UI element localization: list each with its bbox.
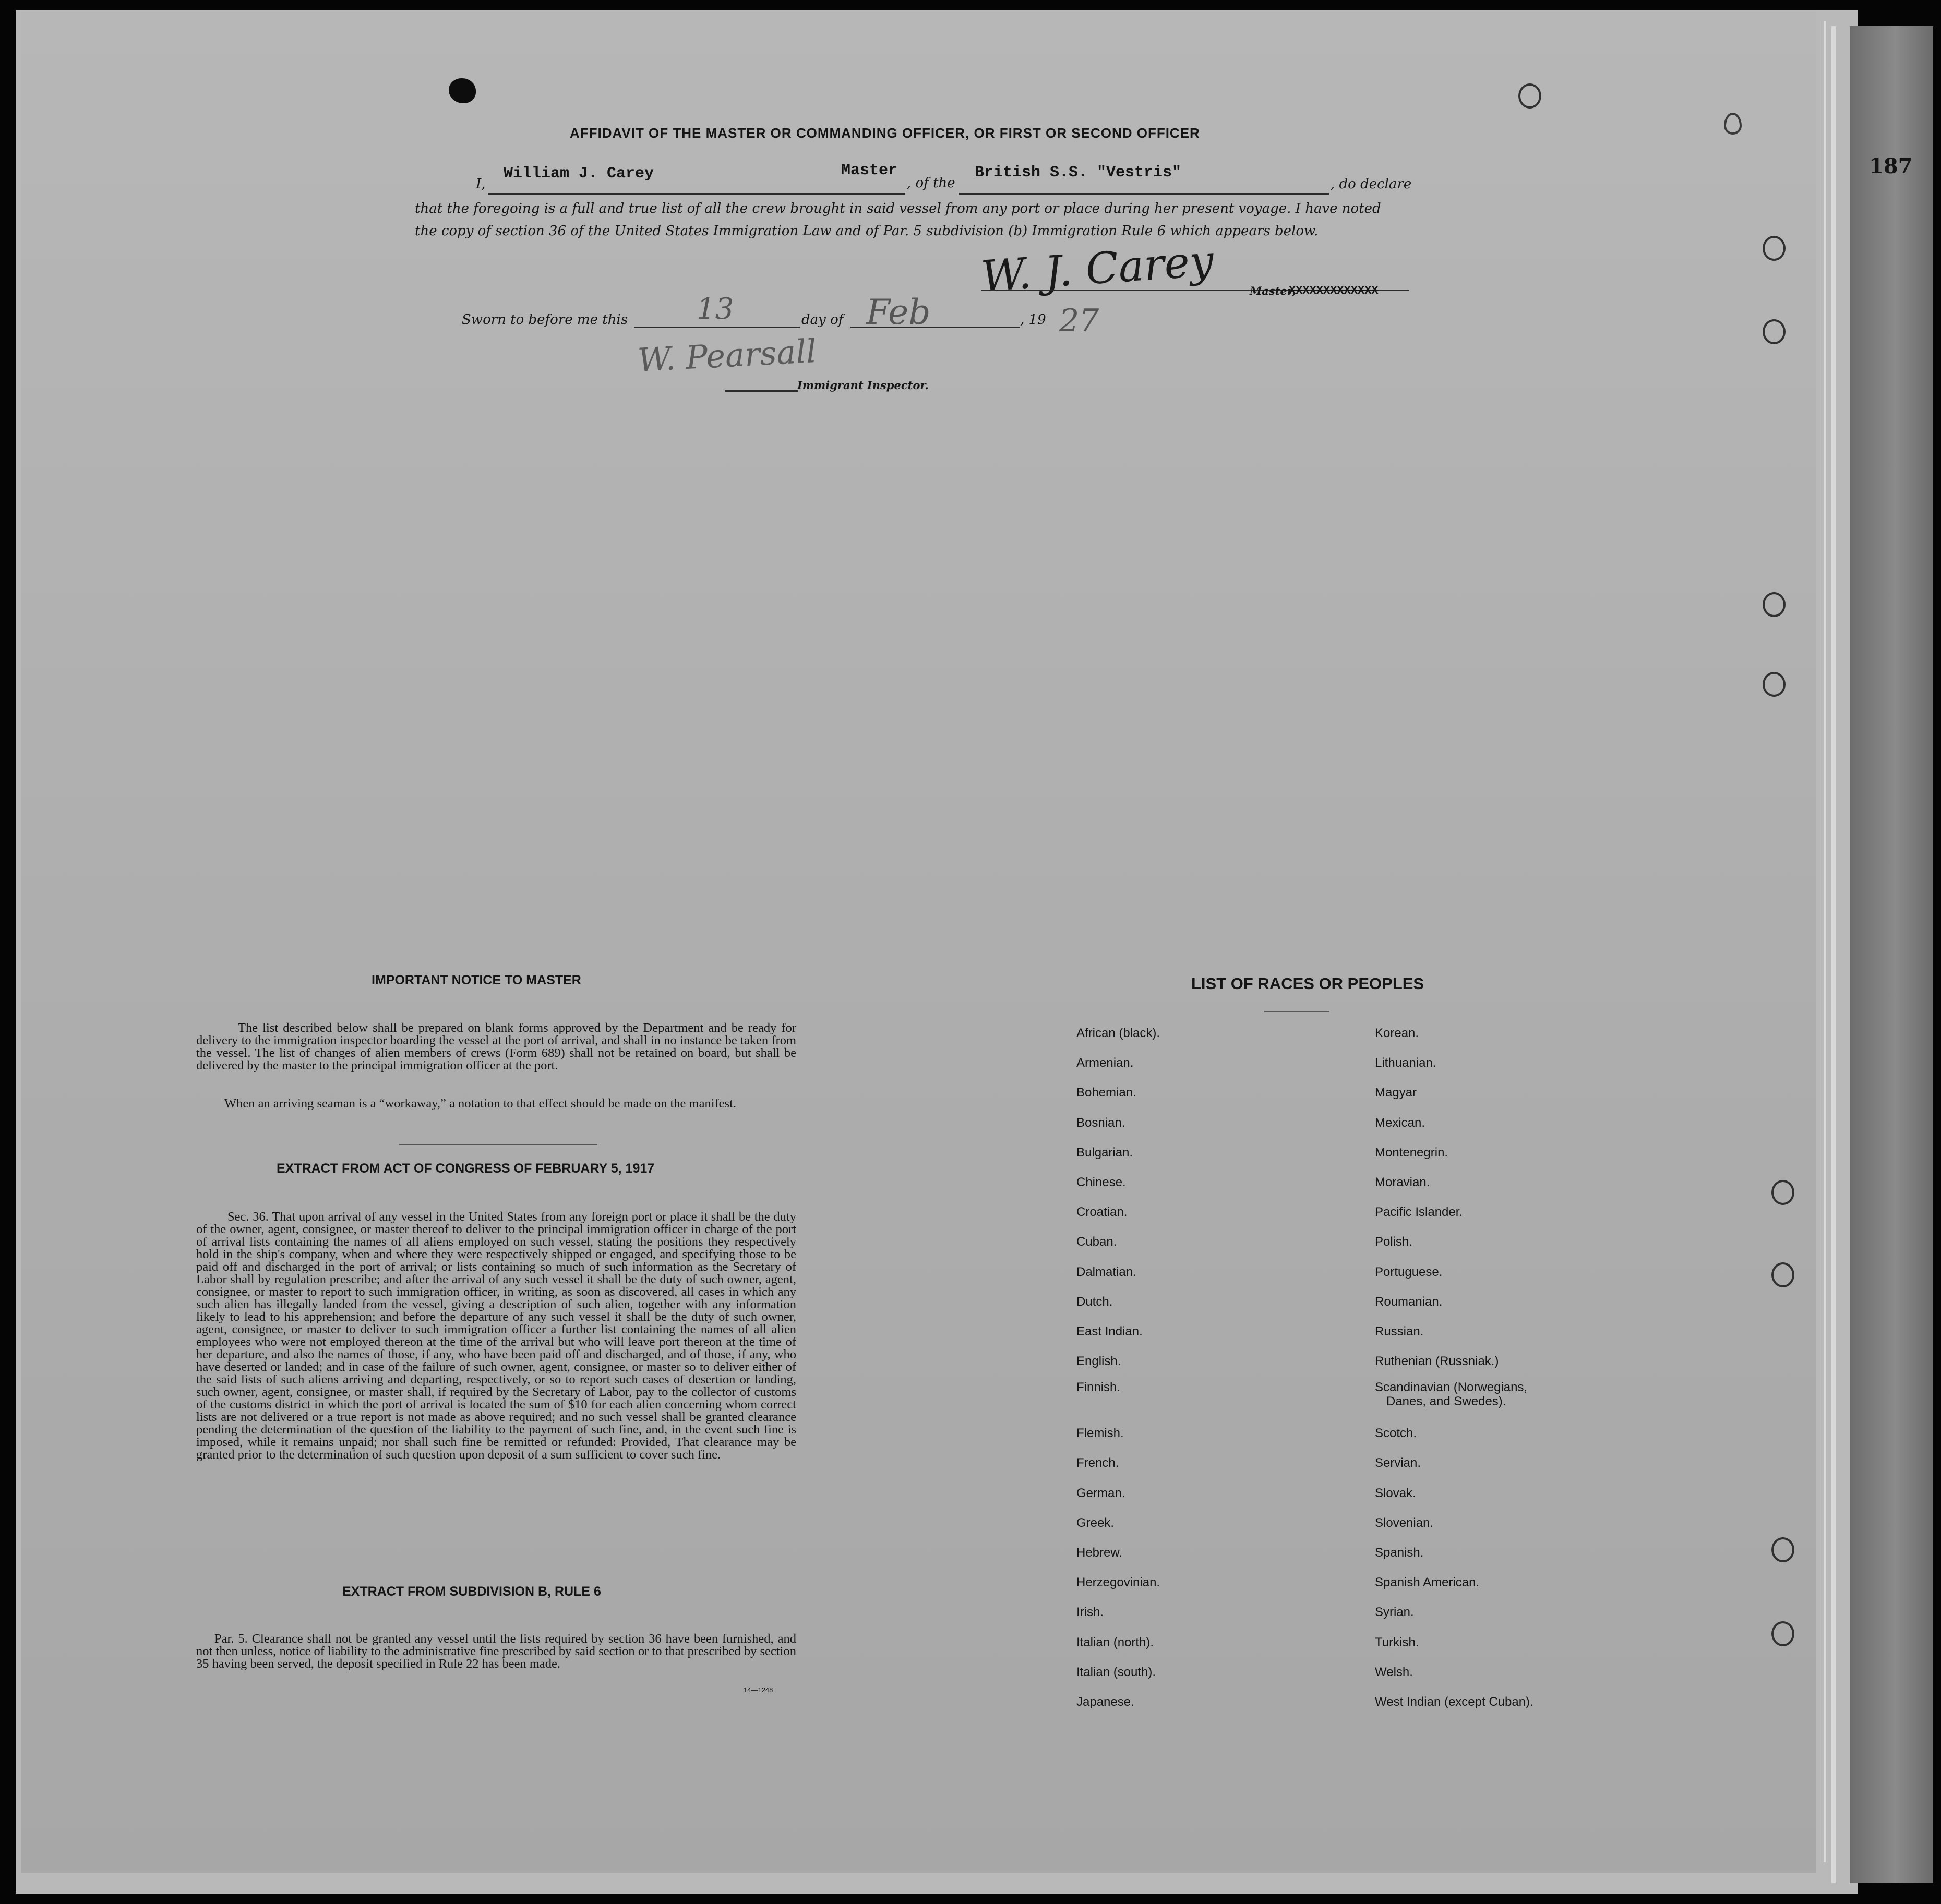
race-item: Hebrew. [1076,1546,1123,1560]
punch-hole-icon [1771,1621,1794,1646]
punch-hole-icon [1763,319,1786,344]
race-item: Dutch. [1076,1294,1113,1309]
grid-margin [1831,26,1836,1883]
races-column-2 [1375,1018,1533,1717]
race-item: English. [1076,1354,1121,1369]
punch-hole-icon [1771,1180,1794,1205]
day-line [634,327,800,328]
ink-drop [1724,113,1742,135]
name-line [488,193,905,195]
divider [399,1144,597,1145]
affidavit-line-3: the copy of section 36 of the United States Immigration Law and of Par. 5 subdivision (b) Immigration Rule 6 which appears below. [415,223,1319,239]
race-item: Bohemian. [1076,1086,1136,1100]
master-name: William J. Carey [504,165,654,183]
page-edge [1824,21,1826,1862]
race-item: Scandinavian (Norwegians, [1375,1380,1528,1395]
race-item: German. [1076,1486,1125,1500]
race-item: East Indian. [1076,1324,1143,1339]
month-value: Feb [866,292,931,332]
race-item: Montenegrin. [1375,1145,1448,1160]
race-item: French. [1076,1456,1119,1471]
race-item-two-line [1375,1376,1533,1418]
punch-hole-icon [1763,672,1786,697]
day-of-label: day of [801,312,844,328]
race-item: Irish. [1076,1605,1104,1620]
sworn-label: Sworn to before me this [462,312,628,328]
race-item: Herzegovinian. [1076,1575,1160,1590]
race-item: Polish. [1375,1235,1413,1249]
extract2-title: EXTRACT FROM SUBDIVISION B, RULE 6 [342,1584,601,1599]
race-item: Slovenian. [1375,1515,1434,1530]
vessel-name: British S.S. "Vestris" [975,164,1182,182]
year-prefix: , 19 [1020,312,1046,328]
punch-hole-icon [1518,83,1541,109]
page-number: 187 [1869,154,1913,178]
race-item: Danes, and Swedes). [1386,1394,1506,1409]
inspector-label: Immigrant Inspector. [797,379,929,392]
race-item: Armenian. [1076,1056,1134,1070]
of-the-label: , of the [907,175,955,191]
race-item: Croatian. [1076,1205,1128,1220]
punch-hole-icon [1771,1537,1794,1562]
races-title: LIST OF RACES OR PEOPLES [1191,974,1424,993]
race-item: Korean. [1375,1026,1419,1040]
notice-paragraph-2: When an arriving seaman is a “workaway,” a notation to that effect should be made on the manifest. [224,1096,737,1111]
race-item: Japanese. [1076,1694,1134,1709]
race-item: Chinese. [1076,1175,1126,1189]
punch-hole-icon [1763,592,1786,617]
race-item: Italian (north). [1076,1635,1154,1649]
ink-blot [449,78,476,103]
document-page [21,10,1816,1873]
form-number: 14—1248 [744,1686,773,1694]
race-item: Magyar [1375,1086,1417,1100]
races-column-1 [1076,1018,1160,1717]
race-item: African (black). [1076,1026,1160,1040]
race-item: Ruthenian (Russniak.) [1375,1354,1499,1369]
race-item: Italian (south). [1076,1665,1156,1679]
race-item: Bosnian. [1076,1115,1125,1130]
extract1-text: Sec. 36. That upon arrival of any vessel in the United States from any foreign port or place it shall be the duty of the owner, agent, consignee, or master thereof to deliver to the principal immigration officer in charge of the port of arrival lists containing the names of all aliens employed on such vessel, stating the positions they respectively hold in the ship's company, when and where they were respectively shipped or engaged, and specifying those to be paid off and discharged in the port of arrival; or lists containing so much of such information as the Secretary of Labor shall by regulation prescribe; and after the arrival of any such vessel it shall be the duty of such owner, agent, consignee, or master to report to such immigration officer, in writing, as soon as discovered, all cases in which any such alien has illegally landed from the vessel, giving a description of such alien, together with any information likely to lead to his apprehension; and before the departure of any such vessel it shall be the duty of such owner, agent, consignee, or master to deliver to such immigration officer a further list containing the names of all alien employees who were not employed thereon at the time of the arrival but who will leave port thereon at the time of her departure, and also the names of those, if any, who have been paid off and discharged, and of those, if any, who have deserted or landed; and in case of the failure of such owner, agent, consignee, or master so to deliver either of the said lists of such aliens arriving and departing, respectively, or so to report such cases of desertion or landing, such owner, agent, consignee, or master shall, if required by the Secretary of Labor, pay to the collector of customs of the customs district in which the port of arrival is located the sum of $10 for each alien concerning whom correct lists are not delivered or a true report is not made as above required; and no such vessel shall be granted clearance pending the determination of the question of the liability to the payment of such fine, and, in the event such fine is imposed, while it remains unpaid; nor shall such fine be remitted or refunded: Provided, That clearance may be granted prior to the determination of such question upon deposit of a sum sufficient to cover such fine. [196,1210,796,1462]
race-item: Welsh. [1375,1665,1413,1679]
vessel-line [959,193,1329,195]
race-item: Roumanian. [1375,1294,1443,1309]
races-divider [1264,1011,1329,1012]
notice-title: IMPORTANT NOTICE TO MASTER [372,973,581,987]
master-rank: Master [841,162,898,179]
inspector-line [725,390,798,392]
year-value: 27 [1059,303,1099,339]
race-item: West Indian (except Cuban). [1375,1694,1533,1709]
race-item: Pacific Islander. [1375,1205,1463,1220]
race-item: Cuban. [1076,1235,1117,1249]
day-value: 13 [697,292,734,326]
affidavit-heading: AFFIDAVIT OF THE MASTER OR COMMANDING OFFICER, OR FIRST OR SECOND OFFICER [570,125,1200,141]
extract1-title: EXTRACT FROM ACT OF CONGRESS OF FEBRUARY 5, 1917 [277,1161,655,1176]
affidavit-i: I, [476,176,486,192]
race-item: Spanish. [1375,1546,1424,1560]
race-item: Slovak. [1375,1486,1416,1500]
struck-title: XXXXXXXXXXXXX [1289,284,1379,297]
race-item: Finnish. [1076,1380,1121,1395]
race-item: Spanish American. [1375,1575,1480,1590]
master-signature: W. J. Carey [979,236,1216,302]
adjacent-page-strip [1850,26,1933,1883]
race-item: Turkish. [1375,1635,1419,1649]
race-item: Greek. [1076,1515,1115,1530]
race-item: Portuguese. [1375,1264,1443,1279]
race-item: Syrian. [1375,1605,1414,1620]
do-declare-label: , do declare [1331,176,1412,192]
race-item: Lithuanian. [1375,1056,1436,1070]
punch-hole-icon [1763,236,1786,261]
race-item: Scotch. [1375,1426,1417,1441]
race-item: Flemish. [1076,1426,1124,1441]
race-item: Russian. [1375,1324,1424,1339]
inspector-signature: W. Pearsall [637,332,818,379]
race-item: Dalmatian. [1076,1264,1136,1279]
notice-paragraph-1: The list described below shall be prepared on blank forms approved by the Department and be ready for delivery to the immigration inspector boarding the vessel at the port of arrival, and shall in no instance be taken from the vessel. The list of changes of alien members of crews (Form 689) shall not be retained on board, but shall be delivered by the master to the principal immigration officer at the port. [196,1021,796,1072]
race-item: Mexican. [1375,1115,1425,1130]
race-item: Moravian. [1375,1175,1430,1189]
race-item: Servian. [1375,1456,1421,1471]
extract2-text: Par. 5. Clearance shall not be granted any vessel until the lists required by section 36 have been furnished, and not then unless, notice of liability to the administrative fine prescribed by said section or to that prescribed by section 35 having been served, the deposit specified in Rule 22 has been made. [196,1632,796,1671]
affidavit-line-2: that the foregoing is a full and true list of all the crew brought in said vessel from any port or place during her present voyage. I have noted [415,201,1381,216]
punch-hole-icon [1771,1262,1794,1287]
master-title-label: Master, [1250,284,1296,297]
race-item: Bulgarian. [1076,1145,1133,1160]
